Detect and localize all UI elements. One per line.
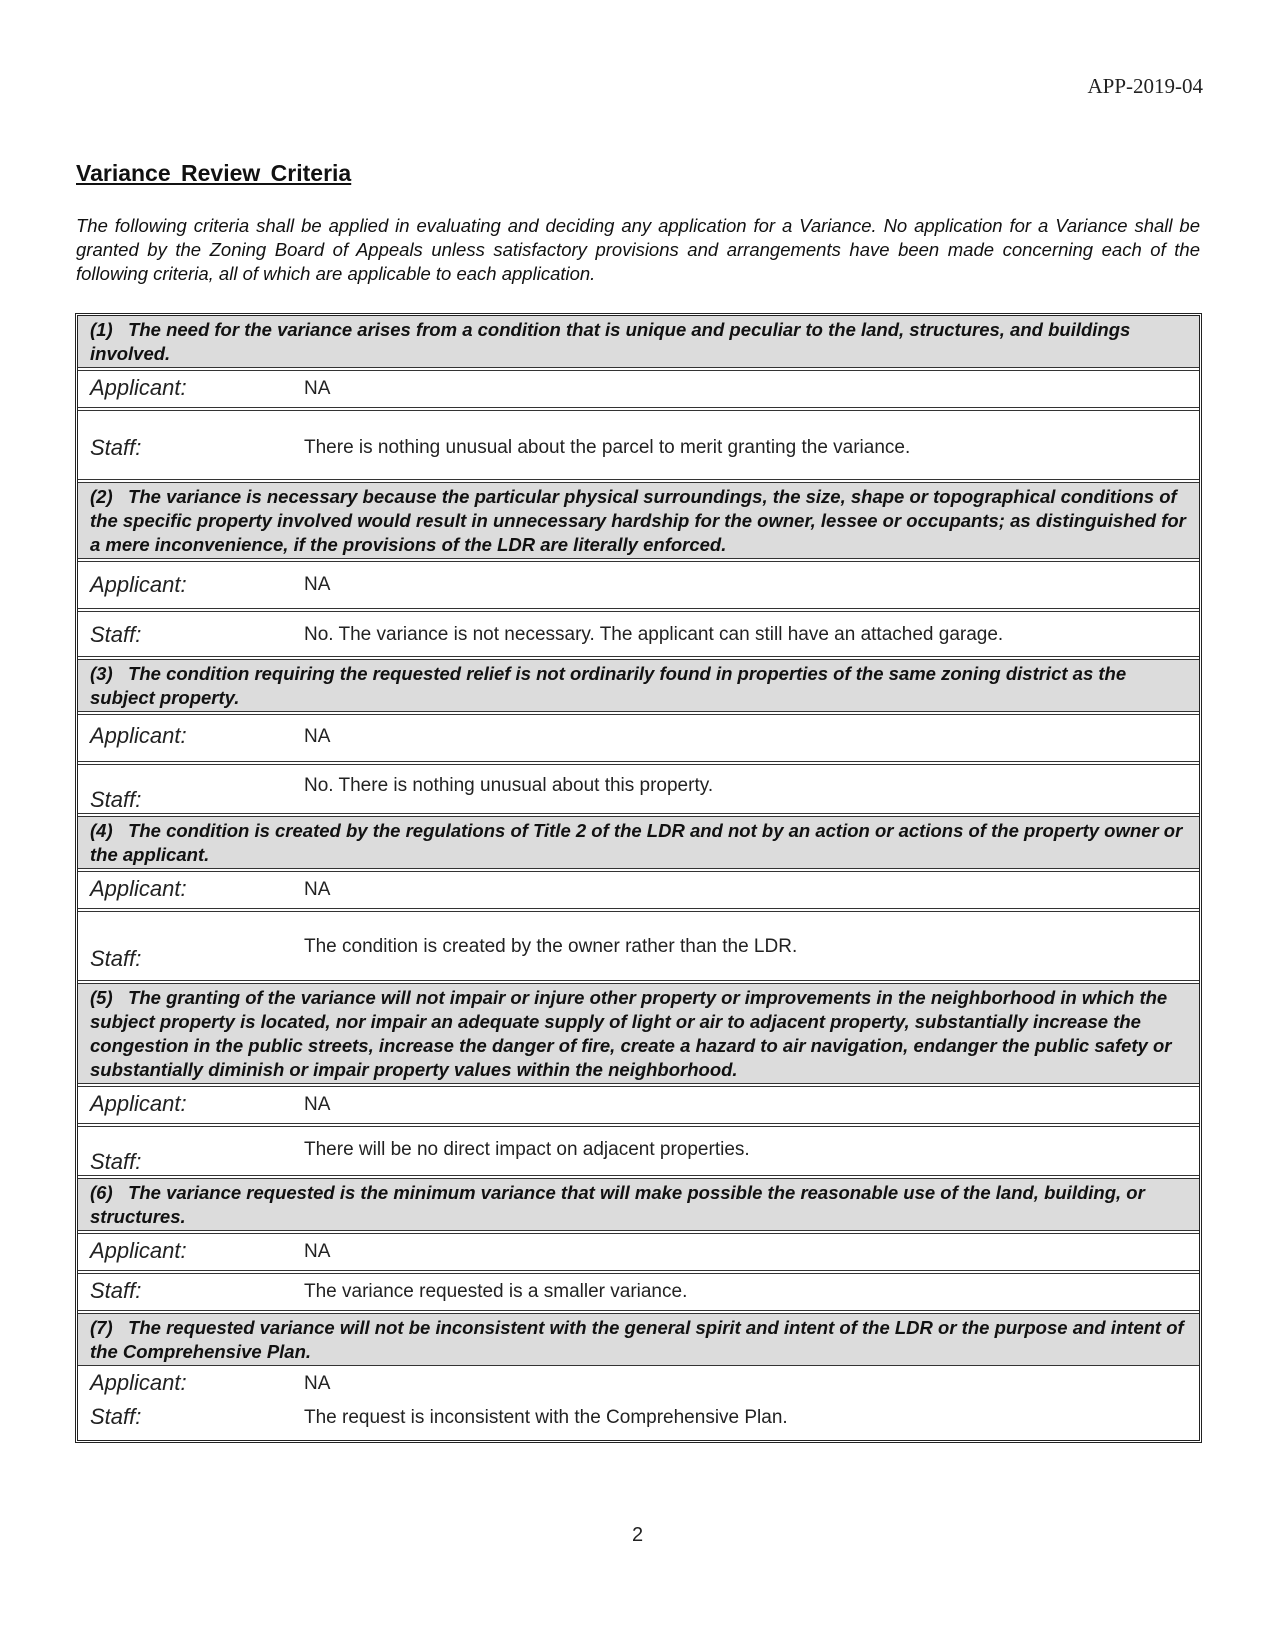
criterion-number: (3) (90, 663, 113, 684)
staff-response: There will be no direct impact on adjacent properties. (304, 1139, 750, 1160)
staff-label: Staff: (90, 435, 142, 460)
applicant-response: NA (304, 574, 331, 595)
criterion-number: (2) (90, 486, 113, 507)
applicant-label: Applicant: (90, 1370, 187, 1395)
applicant-label: Applicant: (90, 572, 187, 597)
criterion-7-heading (78, 1313, 1199, 1366)
criterion-number: (1) (90, 319, 113, 340)
page-number: 2 (631, 1524, 644, 1546)
criterion-number: (6) (90, 1182, 113, 1203)
applicant-response: NA (304, 378, 331, 399)
criterion-1-heading (78, 316, 1199, 368)
applicant-label: Applicant: (90, 1091, 187, 1116)
applicant-label: Applicant: (90, 1238, 187, 1263)
criterion-text: The variance is necessary because the particular physical surroundings, the size, shape or topographical conditions of the specific property involved would result in unnecessary hardship for the owner, lessee or occupants; as distinguished for a mere inconvenience, if the provisions of the LDR are literally enforced. (90, 486, 1186, 555)
staff-label: Staff: (90, 946, 142, 971)
criterion-6-heading (78, 1178, 1199, 1231)
applicant-response: NA (304, 1094, 331, 1115)
criterion-number: (7) (90, 1317, 113, 1338)
staff-label: Staff: (90, 1404, 142, 1429)
criterion-text: The variance requested is the minimum variance that will make possible the reasonable use of the land, building, or structures. (90, 1182, 1145, 1227)
staff-response: No. There is nothing unusual about this property. (304, 775, 714, 796)
criterion-1-staff-row (78, 410, 1199, 480)
criterion-5-staff-row (78, 1126, 1199, 1176)
applicant-response: NA (304, 1241, 331, 1262)
criterion-number: (4) (90, 820, 113, 841)
staff-response: No. The variance is not necessary. The applicant can still have an attached garage. (304, 624, 1004, 645)
staff-response: The request is inconsistent with the Comprehensive Plan. (304, 1407, 788, 1428)
criterion-7-applicant-row (78, 1366, 1199, 1400)
criterion-text: The granting of the variance will not impair or injure other property or improvements in the neighborhood in which the subject property is located, nor impair an adequate supply of light or air to adjacent property, substantially increase the congestion in the public streets, increase the danger of fire, create a hazard to air navigation, endanger the public safety or substantially diminish or impair property values within the neighborhood. (90, 987, 1172, 1080)
criterion-text: The condition requiring the requested relief is not ordinarily found in properties of the same zoning district as the subject property. (90, 663, 1127, 708)
criteria-table (75, 313, 1202, 1443)
criterion-number: (5) (90, 987, 113, 1008)
criterion-5-heading (78, 983, 1199, 1084)
staff-label: Staff: (90, 1278, 142, 1303)
criterion-6-applicant-row (78, 1233, 1199, 1271)
criterion-2-applicant-row (78, 561, 1199, 609)
criterion-3-staff-row (78, 764, 1199, 814)
criterion-4-heading (78, 816, 1199, 869)
criterion-5-applicant-row (78, 1086, 1199, 1124)
criterion-7-staff-row (78, 1400, 1199, 1440)
criterion-4-applicant-row (78, 871, 1199, 909)
criterion-3-heading (78, 659, 1199, 712)
criterion-2-staff-row (78, 611, 1199, 657)
criterion-1-applicant-row (78, 370, 1199, 408)
criterion-text: The need for the variance arises from a condition that is unique and peculiar to the land, structures, and buildings involved. (90, 319, 1131, 364)
applicant-response: NA (304, 1373, 331, 1394)
intro-paragraph: The following criteria shall be applied in evaluating and deciding any application for a Variance. No application for a Variance shall be granted by the Zoning Board of Appeals unless satisfactory provisions and arrangements have been made concerning each of the following criteria, all of which are applicable to each application. (76, 215, 1200, 284)
applicant-response: NA (304, 879, 331, 900)
document-id: APP-2019-04 (1087, 74, 1203, 98)
staff-response: The condition is created by the owner rather than the LDR. (304, 936, 798, 957)
applicant-label: Applicant: (90, 375, 187, 400)
staff-label: Staff: (90, 787, 142, 812)
staff-label: Staff: (90, 1149, 142, 1174)
criterion-text: The condition is created by the regulations of Title 2 of the LDR and not by an action or actions of the property owner or the applicant. (90, 820, 1183, 865)
applicant-response: NA (304, 726, 331, 747)
section-title: Variance Review Criteria (76, 160, 352, 186)
criterion-6-staff-row (78, 1273, 1199, 1311)
applicant-label: Applicant: (90, 876, 187, 901)
staff-label: Staff: (90, 622, 142, 647)
criterion-2-heading (78, 482, 1199, 559)
criterion-3-applicant-row (78, 714, 1199, 762)
applicant-label: Applicant: (90, 723, 187, 748)
criterion-4-staff-row (78, 911, 1199, 981)
staff-response: The variance requested is a smaller variance. (304, 1281, 688, 1302)
criterion-text: The requested variance will not be inconsistent with the general spirit and intent of the LDR or the purpose and intent of the Comprehensive Plan. (90, 1317, 1184, 1362)
staff-response: There is nothing unusual about the parcel to merit granting the variance. (304, 437, 911, 458)
